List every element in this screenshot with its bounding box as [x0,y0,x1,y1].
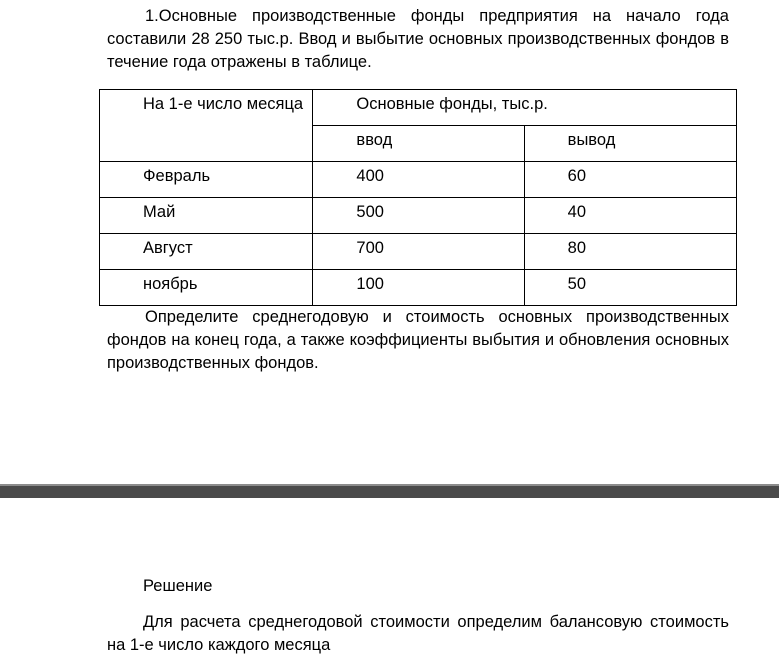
problem-question: Определите среднегодовую и стоимость основных производственных фондов на конец года, а также коэффициенты выбытия и обновления основных производственных фондов. [107,308,729,372]
funds-table [99,89,737,306]
row-month: Май [143,203,176,221]
table-row [100,198,737,234]
header-out-cell [524,126,736,162]
page-divider [0,484,779,498]
row-month: Август [143,239,193,257]
header-month: На 1-е число месяца [143,95,304,113]
row-out: 80 [567,239,587,257]
header-in: ввод [356,131,393,149]
row-in: 100 [356,275,384,293]
row-month: ноябрь [143,275,198,293]
header-out: вывод [567,131,616,149]
row-in: 700 [356,239,384,257]
header-month-cell [100,90,313,162]
problem-intro: 1.Основные производственные фонды предприятия на начало года составили 28 250 тыс.р. Ввод и выбытие основных производственных фондов в течение года отражены в таблице. [107,7,729,71]
row-out: 40 [567,203,587,221]
header-funds: Основные фонды, тыс.р. [356,95,548,113]
table-row [100,270,737,306]
row-in: 500 [356,203,384,221]
row-month: Февраль [143,167,211,185]
solution-heading: Решение [143,577,213,595]
row-out: 50 [567,275,587,293]
table-row [100,234,737,270]
table-row [100,162,737,198]
table-header-row [100,90,737,126]
row-in: 400 [356,167,384,185]
solution-text: Для расчета среднегодовой стоимости определим балансовую стоимость на 1-е число каждого месяца [107,613,729,654]
header-in-cell [313,126,524,162]
row-out: 60 [567,167,587,185]
header-funds-cell [313,90,737,126]
